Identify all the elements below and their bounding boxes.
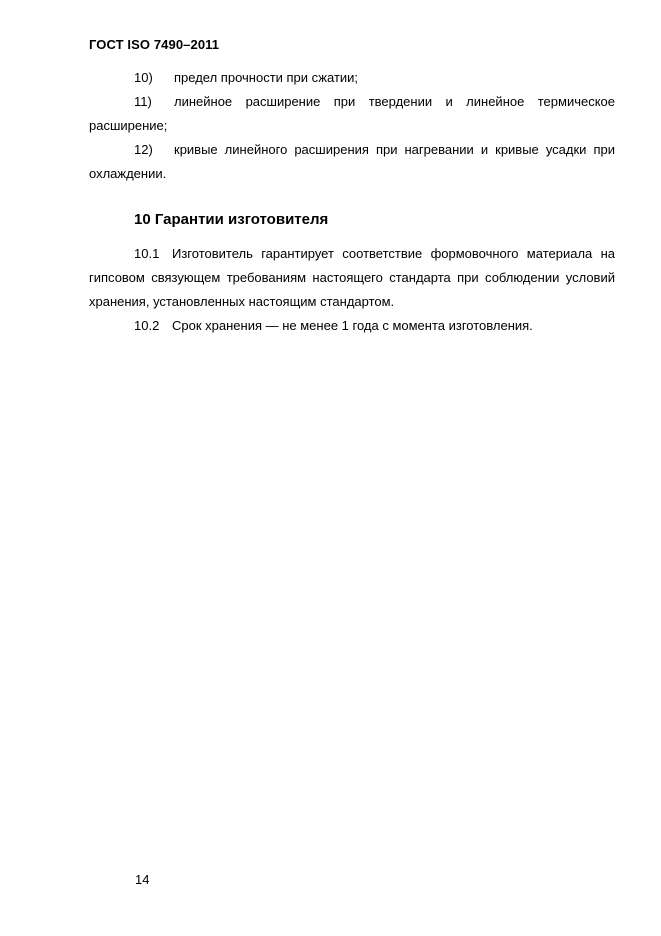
- list-item-text: кривые линейного расширения при нагревании и кривые усадки при охлаждении.: [89, 142, 615, 181]
- list-item-number: 10): [134, 70, 153, 85]
- clause-paragraph: [89, 314, 615, 338]
- clause-text: Изготовитель гарантирует соответствие формовочного материала на гипсовом связующем требованиям настоящего стандарта при соблюдении условий хранения, установленных настоящим стандартом.: [89, 246, 615, 309]
- section-heading: 10 Гарантии изготовителя: [134, 211, 329, 228]
- clause-number: 10.2: [134, 318, 160, 333]
- list-item: [89, 138, 615, 186]
- document-header: ГОСТ ISO 7490–2011: [89, 37, 220, 52]
- list-item-number: 11): [134, 94, 152, 109]
- document-body: [89, 66, 615, 338]
- clause-number: 10.1: [134, 246, 160, 261]
- list-item-number: 12): [134, 142, 153, 157]
- page-number: 14: [135, 872, 150, 887]
- list-item: [89, 90, 615, 138]
- list-item: [89, 66, 615, 90]
- list-item-text: предел прочности при сжатии;: [174, 70, 359, 85]
- list-item-text: линейное расширение при твердении и линейное термическое расширение;: [89, 94, 615, 133]
- clause-paragraph: [89, 242, 615, 314]
- clause-text: Срок хранения — не менее 1 года с момента изготовления.: [172, 318, 533, 333]
